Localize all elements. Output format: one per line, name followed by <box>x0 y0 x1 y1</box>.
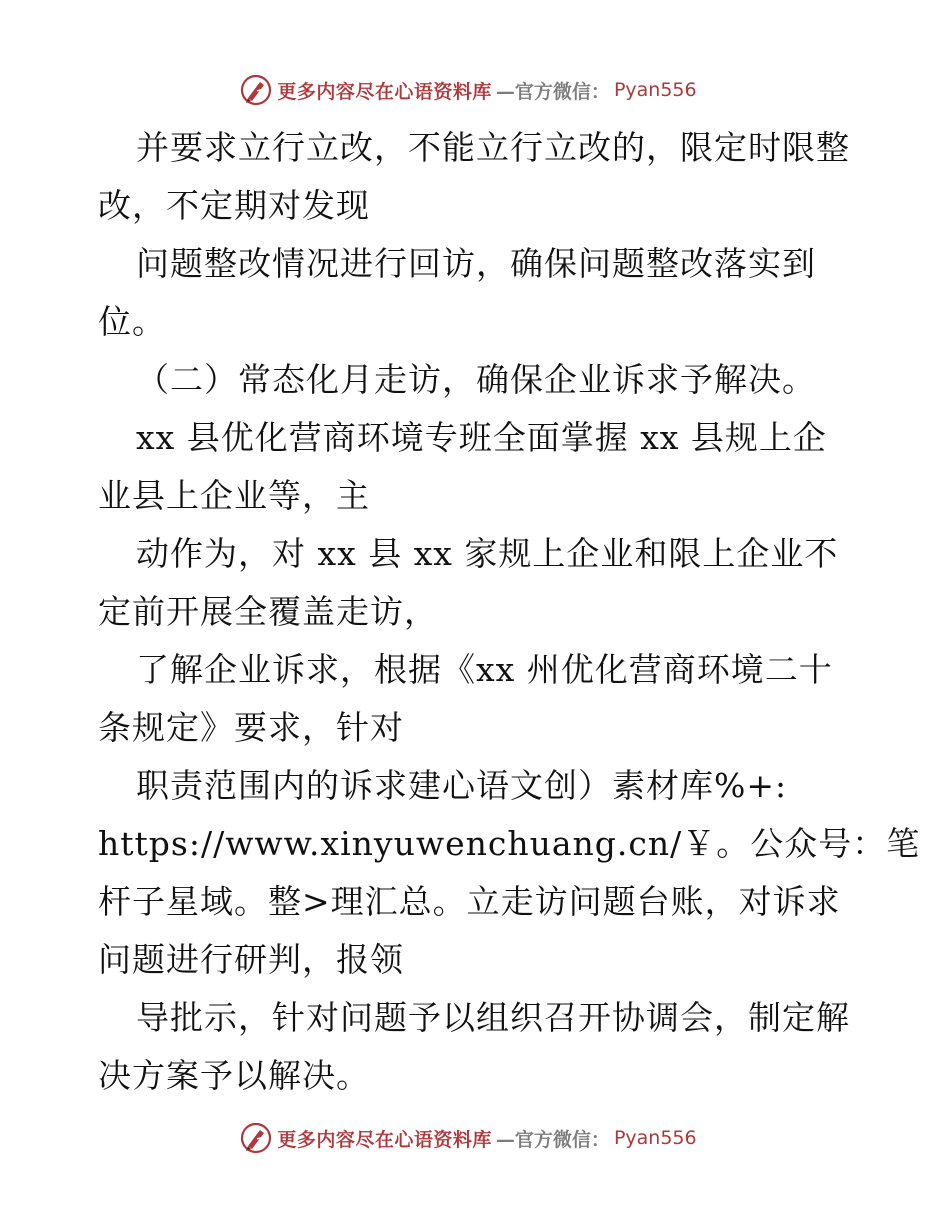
text-line: 条规定》要求，针对 <box>98 708 404 747</box>
text-line: 改，不定期对发现 <box>98 186 370 225</box>
text-line: 动作为，对 xx 县 xx 家规上企业和限上企业不 <box>136 534 839 573</box>
banner-main-text: 更多内容尽在心语资料库 <box>277 80 492 103</box>
banner-main-text: 更多内容尽在心语资料库 <box>277 1128 492 1151</box>
banner-official-text: —官方微信： <box>495 1128 610 1151</box>
text-line: 业县上企业等，主 <box>98 476 370 515</box>
header-banner <box>0 70 950 110</box>
footer-banner-content <box>239 1121 696 1155</box>
banner-account-id: Pyan556 <box>613 79 697 101</box>
text-line: 职责范围内的诉求建心语文创）素材库%+: <box>136 766 788 805</box>
section-heading: （二）常态化月走访，确保企业诉求予解决。 <box>136 360 816 399</box>
text-line: 并要求立行立改，不能立行立改的，限定时限整 <box>136 128 850 167</box>
banner-account-id: Pyan556 <box>613 1127 697 1149</box>
text-line: 定前开展全覆盖走访， <box>98 592 438 631</box>
header-banner-content <box>239 73 696 107</box>
text-line: 决方案予以解决。 <box>98 1056 370 1095</box>
text-line: 问题整改情况进行回访，确保问题整改落实到 <box>136 244 816 283</box>
pen-logo-icon <box>239 1121 273 1155</box>
text-line-url: https://www.xinyuwenchuang.cn/￥。公众号：笔 <box>98 824 921 863</box>
banner-official-text: —官方微信： <box>495 80 610 103</box>
pen-logo-icon <box>239 73 273 107</box>
footer-banner <box>0 1118 950 1158</box>
text-line: xx 县优化营商环境专班全面掌握 xx 县规上企 <box>136 418 827 457</box>
text-line: 了解企业诉求，根据《xx 州优化营商环境二十 <box>136 650 833 689</box>
text-line: 位。 <box>98 302 166 341</box>
text-line: 导批示，针对问题予以组织召开协调会，制定解 <box>136 998 850 1037</box>
text-line: 杆子星域。整>理汇总。立走访问题台账，对诉求 <box>98 882 841 921</box>
text-line: 问题进行研判，报领 <box>98 940 404 979</box>
